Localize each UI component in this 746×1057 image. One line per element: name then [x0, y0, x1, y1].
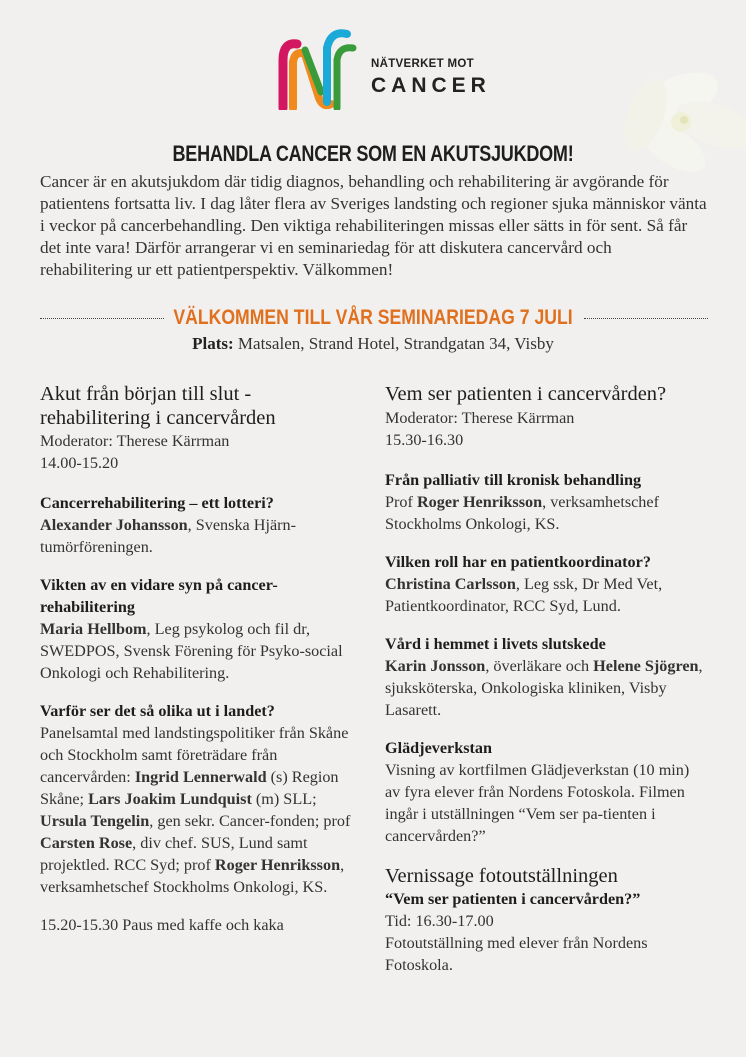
break-info: 15.20-15.30 Paus med kaffe och kaka [40, 916, 284, 934]
program-column-right [385, 383, 705, 976]
speaker-name: Ingrid Lennerwald [134, 768, 267, 786]
logo-text-line1: NÄTVERKET MOT [371, 58, 474, 70]
program-item-speakers [385, 655, 705, 721]
program-item-speakers [40, 514, 360, 558]
vernissage-subtitle: “Vem ser patienten i cancervården?” [385, 890, 641, 908]
speaker-name: Maria Hellbom [40, 620, 147, 638]
panel-text: , gen sekr. Cancer-fonden; prof [149, 812, 351, 830]
moderator: Moderator: Therese Kärrman [40, 432, 230, 450]
program-item-title: Vård i hemmet i livets slutskede [385, 634, 606, 653]
vernissage-time: Tid: 16.30-17.00 [385, 912, 494, 930]
panel-text: , div chef. SUS, Lund samt projektled. RCC Syd; prof [40, 834, 308, 874]
logo-text-line2: CANCER [371, 74, 491, 97]
program-item-title: Vilken roll har en patientkoordinator? [385, 552, 651, 571]
speaker-name: Christina Carlsson [385, 574, 516, 593]
logo-mark-icon [275, 20, 357, 110]
speaker-name: Alexander Johansson [40, 516, 188, 534]
program-item-speakers [40, 618, 360, 684]
program-item-speakers [40, 722, 360, 898]
program-column-left [40, 383, 360, 936]
speaker-info: Prof [385, 492, 417, 511]
speaker-name: Roger Henriksson [416, 492, 543, 511]
speaker-info: , överläkare och [485, 656, 594, 675]
banner-title: VÄLKOMMEN TILL VÅR SEMINARIEDAG 7 JULI [173, 305, 573, 329]
headline: BEHANDLA CANCER SOM EN AKUTSJUKDOM! [172, 141, 574, 166]
program-item-title: Från palliativ till kronisk behandling [385, 470, 642, 489]
program-item-title: Vikten av en vidare syn på cancer-rehabilitering [40, 576, 278, 616]
speaker-name: Carsten Rose [40, 834, 133, 852]
panel-text: (s) Region Skåne; [40, 768, 339, 808]
program-item-description: Visning av kortfilmen Glädjeverkstan (10 min) av fyra elever från Nordens Fotoskola. Filmen ingår i utställningen “Vem ser pa-tienten i cancervården?” [385, 760, 690, 845]
program-item-title: Glädjeverkstan [385, 738, 493, 757]
intro-paragraph: Cancer är en akutsjukdom där tidig diagnos, behandling och rehabilitering är avgörande för patientens fortsatta liv. I dag låter flera av Sveriges landsting och regioner sjuka människor vänta i veckor på cancerbehandling. Den viktiga rehabiliteringen missas eller sätts in för sent. Så får det inte vara! Därför arrangerar vi en seminariedag för att diskutera cancervård och rehabilitering ur ett patientperspektiv. Välkommen! [40, 172, 707, 279]
vernissage-description: Fotoutställning med elever från Nordens Fotoskola. [385, 934, 648, 974]
speaker-name: Helene Sjögren [593, 656, 699, 675]
speaker-info: , Leg ssk, Dr Med Vet, Patientkoordinator, RCC Syd, Lund. [385, 574, 663, 615]
venue-label: Plats: [192, 334, 234, 353]
section-title: Akut från början till slut - rehabilitering i cancervården [40, 383, 276, 429]
speaker-name: Roger Henriksson [214, 856, 341, 874]
speaker-info: , Leg psykolog och fil dr, SWEDPOS, Svensk Förening för Psyko-social Onkologi och Rehabilitering. [40, 620, 343, 682]
venue-value: Matsalen, Strand Hotel, Strandgatan 34, Visby [233, 334, 554, 353]
logo [275, 20, 491, 110]
vernissage-title: Vernissage fotoutställningen [385, 864, 618, 887]
program-item-title: Varför ser det så olika ut i landet? [40, 702, 275, 720]
speaker-info: , sjuksköterska, Onkologiska kliniken, Visby Lasarett. [385, 656, 703, 719]
speaker-name: Lars Joakim Lundquist [88, 790, 252, 808]
session-time: 15.30-16.30 [385, 430, 464, 449]
speaker-name: Karin Jonsson [385, 656, 486, 675]
panel-text: Panelsamtal med landstingspolitiker från Skåne och Stockholm samt företrädare från cancervården: [40, 724, 349, 786]
speaker-info: , verksamhetschef Stockholms Onkologi, KS. [385, 492, 659, 533]
program-item-title: Cancerrehabilitering – ett lotteri? [40, 494, 274, 512]
session-time: 14.00-15.20 [40, 454, 119, 472]
panel-text: (m) SLL; [251, 790, 317, 808]
speaker-info: , Svenska Hjärn-tumörföreningen. [40, 516, 297, 556]
speaker-name: Ursula Tengelin [40, 812, 150, 830]
panel-text: , verksamhetschef Stockholms Onkologi, KS. [40, 856, 345, 896]
program-item-speakers [385, 491, 705, 535]
venue-line [0, 334, 746, 354]
program-item-speakers [385, 573, 705, 617]
section-title: Vem ser patienten i cancervården? [385, 383, 667, 405]
moderator: Moderator: Therese Kärrman [385, 408, 575, 427]
